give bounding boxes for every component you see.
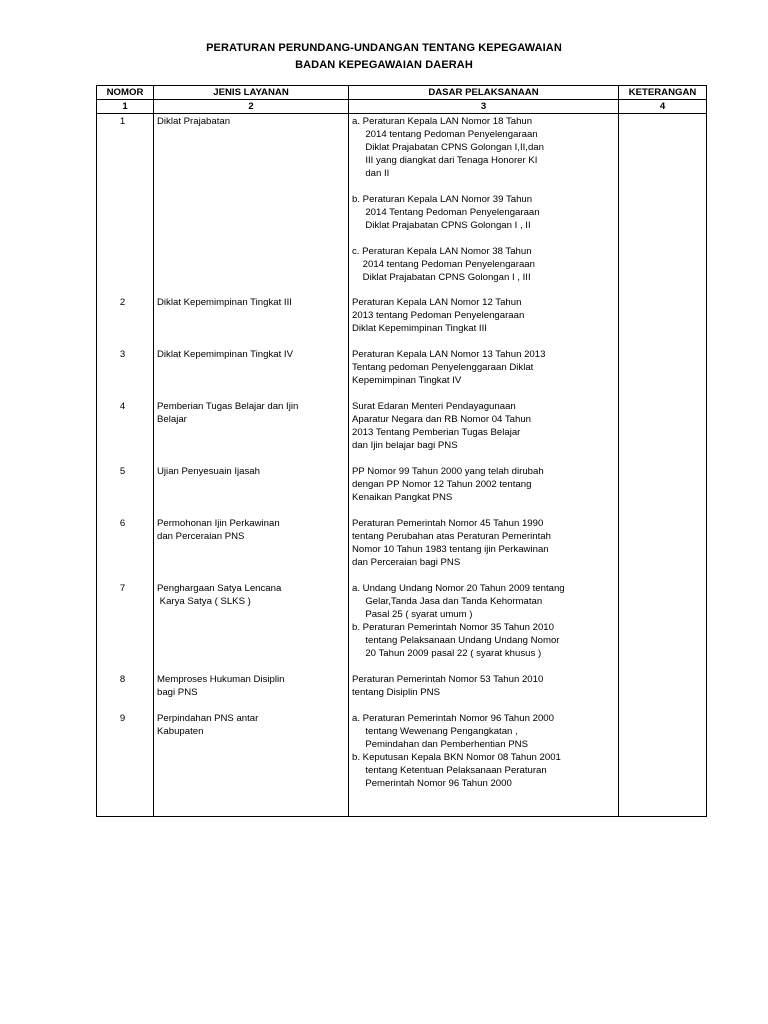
jenis-layanan-column <box>154 114 348 816</box>
dasar-pelaksanaan-line: Pasal 25 ( syarat umum ) <box>352 609 473 620</box>
dasar-pelaksanaan-line: Aparatur Negara dan RB Nomor 04 Tahun <box>352 414 532 425</box>
row-jenis-layanan <box>157 673 345 699</box>
dasar-pelaksanaan-line <box>352 180 614 193</box>
dasar-pelaksanaan-line: Pemerintah Nomor 96 Tahun 2000 <box>352 778 512 789</box>
row-jenis-layanan <box>157 517 345 543</box>
row-dasar-pelaksanaan <box>352 712 614 790</box>
jenis-layanan-line: Ujian Penyesuain Ijasah <box>157 466 260 477</box>
dasar-pelaksanaan-line: 2014 tentang Pedoman Penyelengaraan <box>352 129 538 140</box>
dasar-pelaksanaan-line: c. Peraturan Kepala LAN Nomor 38 Tahun <box>352 246 532 257</box>
header-row <box>97 86 707 100</box>
dasar-pelaksanaan-line: tentang Disiplin PNS <box>352 687 440 698</box>
body-row <box>97 114 707 817</box>
document-title: PERATURAN PERUNDANG-UNDANGAN TENTANG KEPEGAWAIAN <box>206 42 562 54</box>
dasar-pelaksanaan-line: b. Peraturan Kepala LAN Nomor 39 Tahun <box>352 194 533 205</box>
dasar-pelaksanaan-line: Diklat Prajabatan CPNS Golongan I,II,dan <box>352 142 544 153</box>
dasar-pelaksanaan-line: III yang diangkat dari Tenaga Honorer KI <box>352 155 538 166</box>
row-jenis-layanan <box>157 712 345 738</box>
jenis-layanan-line: Karya Satya ( SLKS ) <box>157 596 251 607</box>
row-dasar-pelaksanaan <box>352 296 614 335</box>
row-nomor: 7 <box>119 583 126 594</box>
row-jenis-layanan <box>157 582 345 608</box>
row-dasar-pelaksanaan <box>352 348 614 387</box>
dasar-pelaksanaan-line: Kenaikan Pangkat PNS <box>352 492 453 503</box>
header-dasar-pelaksanaan: DASAR PELAKSANAAN <box>349 86 619 100</box>
dasar-pelaksanaan-line: b. Peraturan Pemerintah Nomor 35 Tahun 2010 <box>352 622 554 633</box>
dasar-pelaksanaan-line: a. Undang Undang Nomor 20 Tahun 2009 tentang <box>352 583 565 594</box>
jenis-layanan-line: Diklat Prajabatan <box>157 116 231 127</box>
dasar-pelaksanaan-line: 2014 Tentang Pedoman Penyelengaraan <box>352 207 540 218</box>
jenis-layanan-line: Diklat Kepemimpinan Tingkat IV <box>157 349 293 360</box>
row-jenis-layanan <box>157 465 345 478</box>
dasar-pelaksanaan-line: dan II <box>352 168 390 179</box>
dasar-pelaksanaan-line: 20 Tahun 2009 pasal 22 ( syarat khusus ) <box>352 648 542 659</box>
dasar-pelaksanaan-line: PP Nomor 99 Tahun 2000 yang telah dirubah <box>352 466 544 477</box>
dasar-pelaksanaan-line: Peraturan Kepala LAN Nomor 13 Tahun 2013 <box>352 349 546 360</box>
dasar-pelaksanaan-line: dan Perceraian bagi PNS <box>352 557 461 568</box>
dasar-pelaksanaan-line: Tentang pedoman Penyelenggaraan Diklat <box>352 362 534 373</box>
dasar-pelaksanaan-line: 2014 tentang Pedoman Penyelengaraan <box>352 259 535 270</box>
header-jenis-layanan: JENIS LAYANAN <box>154 86 349 100</box>
dasar-pelaksanaan-line: Kepemimpinan Tingkat IV <box>352 375 462 386</box>
row-jenis-layanan <box>157 115 345 128</box>
jenis-layanan-line: Pemberian Tugas Belajar dan Ijin <box>157 401 299 412</box>
row-dasar-pelaksanaan <box>352 582 614 660</box>
dasar-pelaksanaan-line: dengan PP Nomor 12 Tahun 2002 tentang <box>352 479 532 490</box>
jenis-layanan-line: Permohonan Ijin Perkawinan <box>157 518 280 529</box>
dasar-pelaksanaan-line: Peraturan Pemerintah Nomor 45 Tahun 1990 <box>352 518 544 529</box>
jenis-layanan-line: Belajar <box>157 414 187 425</box>
row-dasar-pelaksanaan <box>352 400 614 452</box>
column-number: 1 <box>97 100 154 114</box>
dasar-pelaksanaan-line: 2013 Tentang Pemberian Tugas Belajar <box>352 427 521 438</box>
row-nomor: 1 <box>119 116 126 127</box>
dasar-pelaksanaan-line: 2013 tentang Pedoman Penyelengaraan <box>352 310 525 321</box>
dasar-pelaksanaan-line: Diklat Prajabatan CPNS Golongan I , II <box>352 220 531 231</box>
dasar-pelaksanaan-line: a. Peraturan Kepala LAN Nomor 18 Tahun <box>352 116 533 127</box>
row-dasar-pelaksanaan <box>352 517 614 569</box>
nomor-column <box>97 114 153 816</box>
row-nomor: 9 <box>119 713 126 724</box>
row-jenis-layanan <box>157 296 345 309</box>
header-keterangan: KETERANGAN <box>619 86 707 100</box>
dasar-pelaksanaan-line: a. Peraturan Pemerintah Nomor 96 Tahun 2000 <box>352 713 554 724</box>
dasar-pelaksanaan-line: tentang Ketentuan Pelaksanaan Peraturan <box>352 765 547 776</box>
dasar-pelaksanaan-line <box>352 232 614 245</box>
dasar-pelaksanaan-line: tentang Perubahan atas Peraturan Pemerintah <box>352 531 551 542</box>
column-number-row <box>97 100 707 114</box>
jenis-layanan-line: Perpindahan PNS antar <box>157 713 259 724</box>
row-nomor: 2 <box>119 297 126 308</box>
jenis-layanan-line: bagi PNS <box>157 687 198 698</box>
row-nomor: 4 <box>119 401 126 412</box>
row-dasar-pelaksanaan <box>352 465 614 504</box>
keterangan-column <box>619 114 706 816</box>
jenis-layanan-line: Diklat Kepemimpinan Tingkat III <box>157 297 292 308</box>
jenis-layanan-line: Penghargaan Satya Lencana <box>157 583 282 594</box>
row-dasar-pelaksanaan <box>352 115 614 284</box>
column-number: 4 <box>619 100 707 114</box>
column-number: 3 <box>349 100 619 114</box>
dasar-pelaksanaan-column <box>349 114 618 816</box>
header-nomor: NOMOR <box>97 86 154 100</box>
dasar-pelaksanaan-line: Peraturan Kepala LAN Nomor 12 Tahun <box>352 297 522 308</box>
row-nomor: 6 <box>119 518 126 529</box>
row-nomor: 5 <box>119 466 126 477</box>
row-nomor: 3 <box>119 349 126 360</box>
jenis-layanan-line: Kabupaten <box>157 726 204 737</box>
dasar-pelaksanaan-line: Gelar,Tanda Jasa dan Tanda Kehormatan <box>352 596 543 607</box>
dasar-pelaksanaan-line: Surat Edaran Menteri Pendayagunaan <box>352 401 516 412</box>
dasar-pelaksanaan-line: b. Keputusan Kepala BKN Nomor 08 Tahun 2001 <box>352 752 561 763</box>
dasar-pelaksanaan-line: Diklat Kepemimpinan Tingkat III <box>352 323 487 334</box>
row-dasar-pelaksanaan <box>352 673 614 699</box>
row-jenis-layanan <box>157 348 345 361</box>
column-number: 2 <box>154 100 349 114</box>
dasar-pelaksanaan-line: Pemindahan dan Pemberhentian PNS <box>352 739 528 750</box>
jenis-layanan-line: dan Perceraian PNS <box>157 531 245 542</box>
document-subtitle: BADAN KEPEGAWAIAN DAERAH <box>295 59 473 71</box>
dasar-pelaksanaan-line: tentang Wewenang Pengangkatan , <box>352 726 518 737</box>
row-jenis-layanan <box>157 400 345 426</box>
dasar-pelaksanaan-line: Diklat Prajabatan CPNS Golongan I , III <box>352 272 531 283</box>
dasar-pelaksanaan-line: dan Ijin belajar bagi PNS <box>352 440 458 451</box>
regulation-table <box>96 85 707 817</box>
dasar-pelaksanaan-line: Nomor 10 Tahun 1983 tentang ijin Perkawinan <box>352 544 549 555</box>
dasar-pelaksanaan-line: Peraturan Pemerintah Nomor 53 Tahun 2010 <box>352 674 544 685</box>
jenis-layanan-line: Memproses Hukuman Disiplin <box>157 674 285 685</box>
row-nomor: 8 <box>119 674 126 685</box>
dasar-pelaksanaan-line: tentang Pelaksanaan Undang Undang Nomor <box>352 635 560 646</box>
